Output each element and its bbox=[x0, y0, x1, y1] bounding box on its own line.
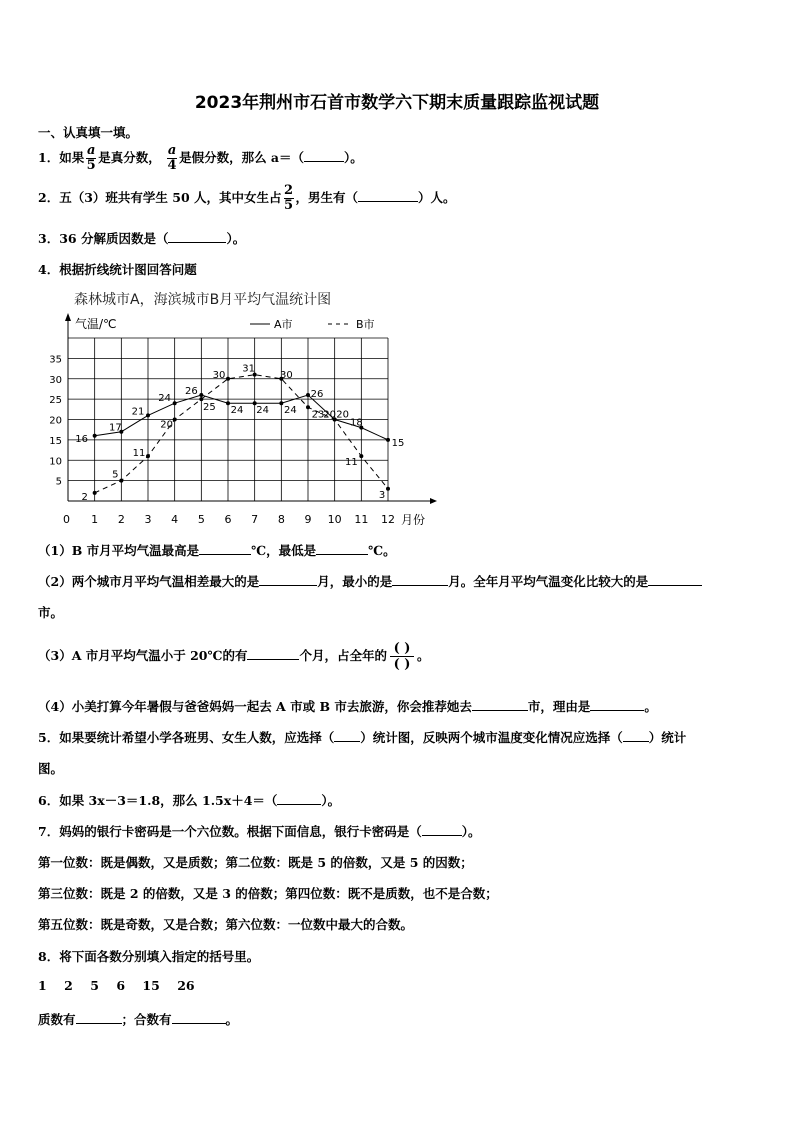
x-tick-label: 12 bbox=[381, 513, 395, 526]
page-title: 2023年荆州市石首市数学六下期末质量跟踪监视试题 bbox=[194, 93, 600, 113]
question-8: 8．将下面各数分别填入指定的括号里。 bbox=[38, 949, 260, 964]
x-tick-label: 6 bbox=[224, 513, 232, 526]
question-2: 2．五（3）班共有学生 50 人，其中女生占 $\frac{2}{5}$ ，男生有（ ）人。 bbox=[38, 183, 456, 213]
question-4-2: （2）两个城市月平均气温相差最大的是 月，最小的是 月。全年月平均气温变化比较大的是 bbox=[38, 572, 702, 590]
answer-blank[interactable] bbox=[172, 1011, 226, 1024]
data-label: 24 bbox=[230, 405, 244, 417]
data-label: 20 bbox=[336, 409, 350, 421]
data-point bbox=[279, 401, 283, 405]
answer-blank[interactable] bbox=[392, 573, 448, 586]
q1-text: 1．如果 bbox=[38, 150, 85, 165]
x-tick-label: 7 bbox=[251, 513, 259, 526]
y-tick-label: 10 bbox=[49, 456, 62, 468]
question-4-2-cont: 市。 bbox=[38, 605, 64, 620]
question-5-cont: 图。 bbox=[38, 761, 64, 776]
x-axis-arrow bbox=[430, 498, 437, 504]
data-label: 30 bbox=[279, 369, 293, 381]
data-label: 25 bbox=[202, 402, 216, 414]
x-tick-label: 5 bbox=[197, 513, 205, 526]
chart-title: 森林城市A，海滨城市B月平均气温统计图 bbox=[74, 292, 332, 308]
data-label: 26 bbox=[310, 389, 324, 401]
x-axis-label: 月份 bbox=[401, 513, 426, 527]
answer-blank[interactable] bbox=[590, 698, 644, 711]
data-point bbox=[199, 393, 203, 397]
q1-text-post: 是假分数，那么 a＝（ bbox=[179, 150, 305, 165]
x-tick-label: 10 bbox=[327, 513, 342, 526]
temperature-line-chart bbox=[38, 285, 438, 530]
data-point bbox=[146, 454, 150, 458]
x-tick-label: 3 bbox=[144, 513, 152, 526]
x-tick-label: 4 bbox=[171, 513, 179, 526]
data-label: 26 bbox=[184, 386, 198, 398]
question-4: 4．根据折线统计图回答问题 bbox=[38, 262, 197, 277]
answer-blank[interactable] bbox=[247, 647, 299, 660]
legend-b-label: B市 bbox=[356, 318, 375, 331]
data-point bbox=[359, 454, 363, 458]
y-tick-label: 30 bbox=[49, 374, 62, 386]
x-tick-label: 1 bbox=[91, 513, 99, 526]
answer-blank[interactable] bbox=[277, 792, 321, 805]
data-label: 20 bbox=[160, 419, 174, 431]
answer-blank[interactable] bbox=[623, 729, 649, 742]
question-4-1: （1）B 市月平均气温最高是 ℃，最低是 ℃。 bbox=[38, 543, 396, 558]
chart-data-labels bbox=[75, 364, 404, 503]
answer-blank[interactable] bbox=[76, 1011, 122, 1024]
x-tick-label: 2 bbox=[117, 513, 125, 526]
y-axis-label: 气温/℃ bbox=[75, 317, 117, 331]
question-5: 5．如果要统计希望小学各班男、女生人数，应选择（ ）统计图，反映两个城市温度变化情况应选择（ ）统计 bbox=[38, 730, 687, 745]
y-axis-arrow bbox=[65, 313, 71, 321]
answer-blank[interactable] bbox=[259, 573, 317, 586]
answer-blank[interactable] bbox=[316, 542, 368, 555]
data-label: 11 bbox=[132, 448, 146, 460]
data-point bbox=[386, 487, 390, 491]
data-label: 2 bbox=[81, 491, 88, 503]
origin-label: 0 bbox=[63, 513, 70, 526]
data-point bbox=[226, 377, 230, 381]
data-label: 24 bbox=[256, 405, 270, 417]
question-8-answers: 质数有 ；合数有 。 bbox=[38, 1012, 239, 1027]
answer-fraction[interactable]: ( ) ( ) bbox=[390, 641, 414, 672]
answer-blank[interactable] bbox=[358, 189, 418, 202]
question-6: 6．如果 3x－3＝1.8，那么 1.5x＋4＝（ ）。 bbox=[38, 793, 341, 808]
data-label: 16 bbox=[75, 433, 89, 445]
y-tick-label: 15 bbox=[49, 435, 62, 447]
chart-series-lines bbox=[95, 375, 388, 493]
data-point bbox=[173, 401, 177, 405]
question-8-numbers: 1 2 5 6 15 26 bbox=[38, 978, 195, 993]
question-7: 7．妈妈的银行卡密码是一个六位数。根据下面信息，银行卡密码是（ ）。 bbox=[38, 824, 481, 839]
y-tick-label: 25 bbox=[49, 395, 62, 407]
data-label: 23 bbox=[311, 409, 325, 421]
legend-a-label: A市 bbox=[274, 318, 293, 331]
data-label: 21 bbox=[131, 406, 145, 418]
section-heading: 一、认真填一填。 bbox=[38, 125, 139, 140]
data-label: 17 bbox=[108, 422, 122, 434]
data-label: 3 bbox=[378, 489, 386, 501]
data-point bbox=[199, 397, 203, 401]
fraction-a-over-5: $\frac{a}{5}$ bbox=[86, 143, 96, 173]
data-point bbox=[93, 434, 97, 438]
answer-blank[interactable] bbox=[304, 149, 344, 162]
y-tick-label: 35 bbox=[49, 354, 62, 366]
question-4-4: （4）小美打算今年暑假与爸爸妈妈一起去 A 市或 B 市去旅游，你会推荐她去 市，理由是 。 bbox=[38, 699, 657, 714]
question-7-clue-1: 第一位数：既是偶数，又是质数；第二位数：既是 5 的倍数，又是 5 的因数； bbox=[38, 855, 473, 870]
data-label: 11 bbox=[344, 457, 358, 469]
x-tick-label: 9 bbox=[304, 513, 312, 526]
q1-text-mid: 是真分数， bbox=[98, 150, 161, 165]
x-tick-label: 8 bbox=[277, 513, 285, 526]
fraction-2-over-5: $\frac{2}{5}$ bbox=[283, 183, 294, 213]
question-4-3: （3）A 市月平均气温小于 20℃的有 个月，占全年的 ( ) ( ) 。 bbox=[38, 641, 430, 672]
answer-blank[interactable] bbox=[422, 823, 462, 836]
data-point bbox=[119, 479, 123, 483]
data-point bbox=[226, 401, 230, 405]
fraction-a-over-4: $\frac{a}{4}$ bbox=[167, 143, 177, 173]
data-point bbox=[146, 413, 150, 417]
answer-blank[interactable] bbox=[334, 729, 360, 742]
chart-axes bbox=[65, 313, 437, 504]
question-1: 1．如果 $\frac{a}{5}$ 是真分数， $\frac{a}{4}$ 是假分数，那么 a＝（ ）。 bbox=[38, 143, 363, 173]
series-line-b bbox=[95, 375, 388, 493]
data-point bbox=[93, 491, 97, 495]
data-label: 31 bbox=[242, 363, 256, 375]
data-point bbox=[386, 438, 390, 442]
data-label: 20 bbox=[323, 409, 337, 421]
question-7-clue-3: 第五位数：既是奇数，又是合数；第六位数：一位数中最大的合数。 bbox=[38, 917, 414, 932]
y-tick-label: 5 bbox=[55, 476, 62, 488]
data-point bbox=[306, 405, 310, 409]
data-label: 5 bbox=[112, 469, 119, 481]
data-label: 24 bbox=[158, 393, 172, 405]
data-label: 24 bbox=[283, 405, 297, 417]
data-point bbox=[173, 418, 177, 422]
data-label: 18 bbox=[349, 417, 363, 429]
x-tick-label: 11 bbox=[354, 513, 369, 526]
data-label: 15 bbox=[391, 437, 405, 449]
data-label: 30 bbox=[212, 369, 226, 381]
answer-blank[interactable] bbox=[199, 542, 251, 555]
data-point bbox=[306, 393, 310, 397]
answer-blank[interactable] bbox=[648, 573, 702, 586]
question-3: 3．36 分解质因数是（ ）。 bbox=[38, 231, 246, 246]
answer-blank[interactable] bbox=[472, 698, 528, 711]
y-tick-label: 20 bbox=[49, 415, 62, 427]
answer-blank[interactable] bbox=[168, 230, 226, 243]
chart-legend bbox=[250, 318, 375, 331]
question-7-clue-2: 第三位数：既是 2 的倍数，又是 3 的倍数；第四位数：既不是质数，也不是合数； bbox=[38, 886, 498, 901]
